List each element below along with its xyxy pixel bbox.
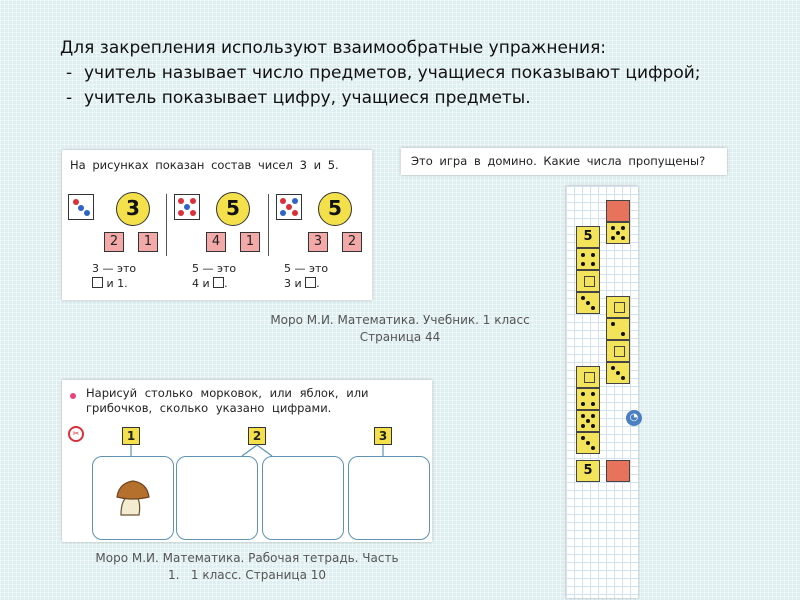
domino-tile [606,296,630,318]
heading-dash: - [66,88,73,108]
domino-tile [576,432,600,454]
mushroom-icon [113,475,153,519]
caption-line: Страница 44 [359,330,441,344]
domino-tile [606,362,630,384]
part-box: 1 [138,232,158,252]
caption-line-2-text: 1 класс. Страница 10 [190,568,327,582]
textbook-title: На рисунках показан состав чисел 3 и 5. [70,158,339,172]
domino-tile [576,388,600,410]
domino-tile [576,410,600,432]
part-box: 2 [342,232,362,252]
page-curl-icon: ◔ [626,410,642,426]
workbook-instruction: Нарисуй столько морковок, или яблок, или грибочков, сколько указано цифрами. [86,386,369,415]
dice-icon [174,194,200,220]
no-scissors-icon: ✂ [68,426,84,442]
answer-box [348,456,430,540]
composition-text: 4 и [192,277,210,290]
heading-item-1 [60,61,750,86]
blank-square [92,277,103,288]
caption-part-number: 1. [167,568,180,582]
caption-line [62,567,432,584]
part-box: 3 [308,232,328,252]
domino-tile: 5 [576,460,600,482]
dice-icon [68,194,94,220]
part-box: 2 [104,232,124,252]
composition-line [192,262,236,275]
number-circle: 5 [216,192,250,226]
domino-chain-right [600,186,640,598]
blank-square [213,277,224,288]
domino-tile [606,460,630,482]
blank-square [584,276,595,287]
blank-square [614,346,625,357]
domino-tile [606,222,630,244]
composition-text: 5 — это [284,262,329,275]
caption-line: Моро М.И. Математика. Учебник. 1 класс [270,313,530,327]
heading-dash: - [66,63,73,83]
number-circle: 3 [116,192,150,226]
composition-line [92,262,136,275]
number-circle: 5 [318,192,352,226]
domino-tile [606,318,630,340]
slide-heading [60,36,750,111]
part-box: 4 [206,232,226,252]
divider [166,194,167,256]
workbook-caption [62,550,432,584]
heading-line-1: Для закрепления используют взаимообратные упражнения: [60,38,607,58]
domino-card [566,186,638,598]
blank-square [584,372,595,383]
composition-line: 3 и . [284,277,320,290]
composition-text: 3 — это [92,262,137,275]
blank-square [305,277,316,288]
domino-title: Это игра в домино. Какие числа пропущены? [411,154,706,168]
domino-tile [576,292,600,314]
domino-tile [576,248,600,270]
textbook-caption [250,312,550,346]
dice-icon [276,194,302,220]
part-box: 1 [240,232,260,252]
composition-line [92,277,128,290]
composition-text: 5 — это [192,262,237,275]
number-box: 3 [374,427,392,445]
textbook-card [62,150,372,300]
domino-tile [576,366,600,388]
heading-item-2 [60,86,750,111]
domino-tile: 5 [576,226,600,248]
composition-line [284,262,328,275]
number-box: 1 [122,427,140,445]
workbook-card [62,380,432,542]
domino-title-card [401,148,727,175]
answer-box [176,456,258,540]
heading-item-2-text: учитель показывает цифру, учащиеся предметы. [84,88,531,108]
number-box: 2 [248,427,266,445]
answer-box [92,456,174,540]
divider [268,194,269,256]
domino-tile [576,270,600,292]
composition-text: и 1. [106,277,128,290]
blank-square [614,302,625,313]
caption-line: Моро М.И. Математика. Рабочая тетрадь. Часть [95,551,399,565]
composition-text: 3 и [284,277,302,290]
answer-box [262,456,344,540]
domino-tile [606,200,630,222]
domino-tile [606,340,630,362]
composition-line: 4 и . [192,277,228,290]
heading-item-1-text: учитель называет число предметов, учащиеся показывают цифрой; [84,63,701,83]
